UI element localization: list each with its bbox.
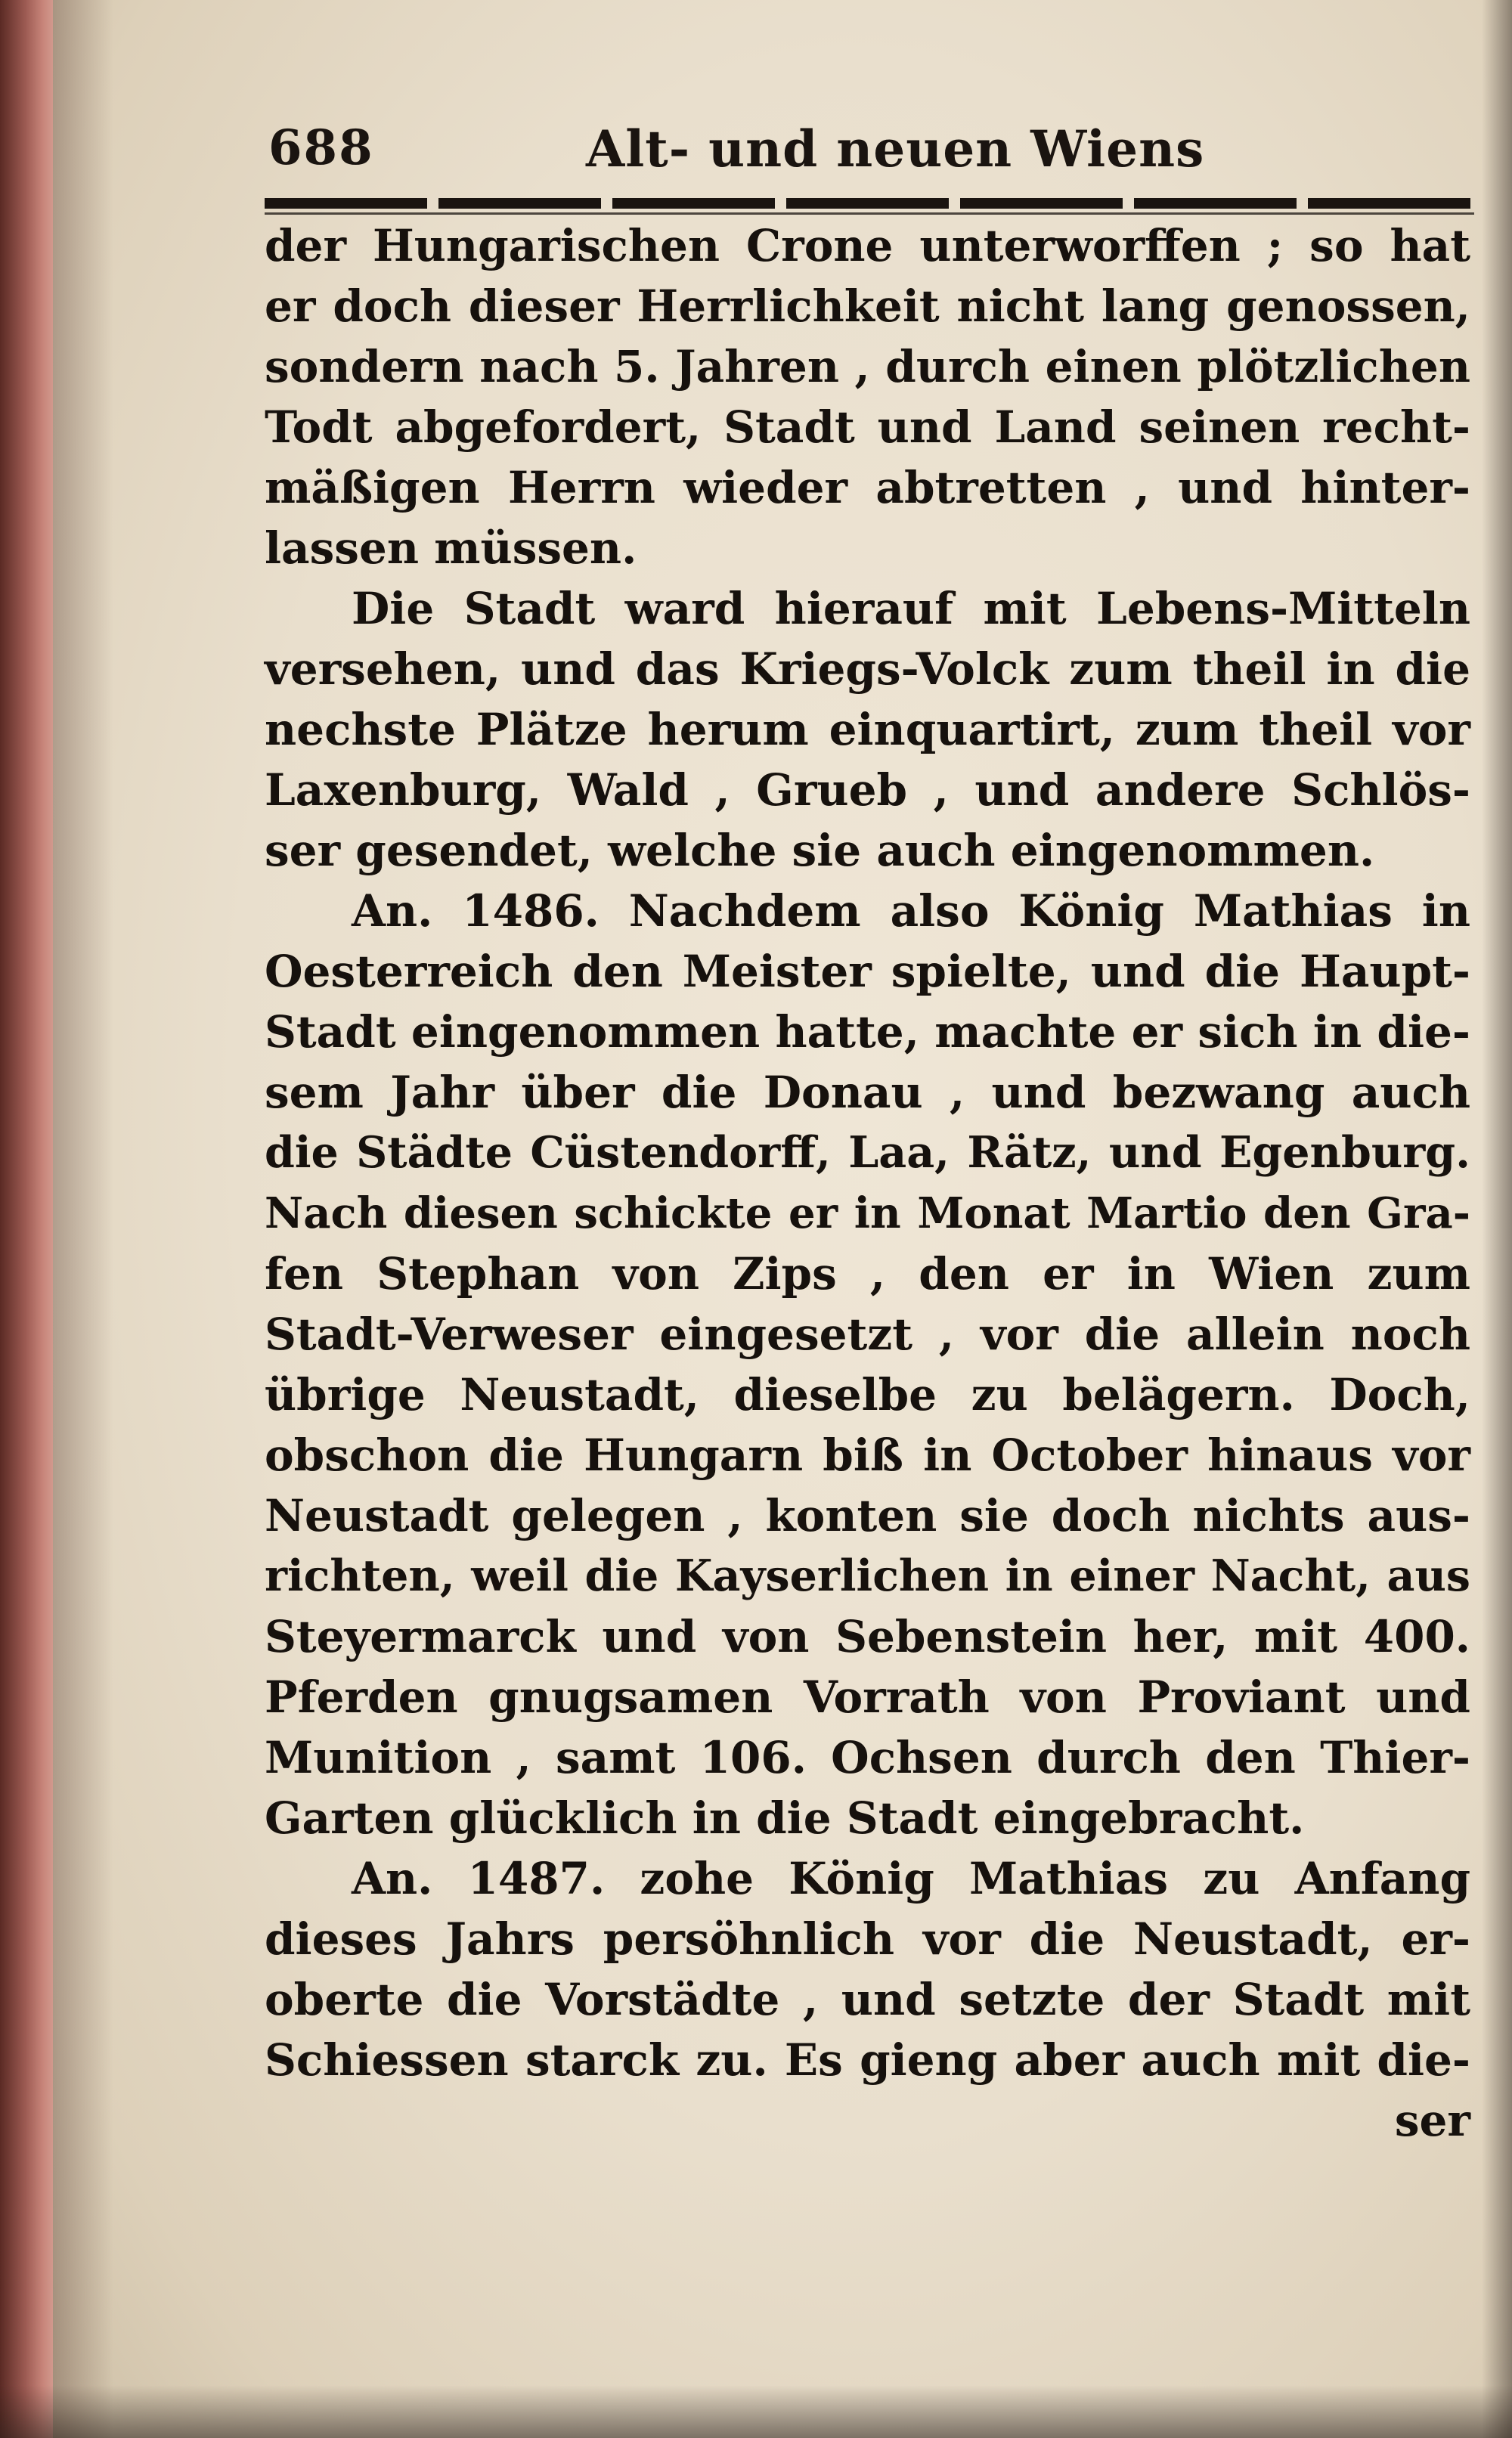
text-line: nechste Plätze herum einquartirt, zum theil vor [265, 704, 1470, 755]
text-line: Garten glücklich in die Stadt eingebracht. [265, 1792, 1305, 1844]
text-line: die Städte Cüstendorff, Laa, Rätz, und Egenburg. [265, 1127, 1470, 1178]
right-edge-shadow [1482, 0, 1512, 2438]
text-line: fen Stephan von Zips , den er in Wien zum [265, 1248, 1470, 1300]
text-line: Die Stadt ward hierauf mit Lebens-Mitteln [352, 583, 1470, 634]
text-line: lassen müssen. [265, 522, 637, 574]
header-rule [265, 198, 1474, 209]
bottom-edge-shadow [0, 2385, 1512, 2438]
text-line: richten, weil die Kayserlichen in einer Nacht, aus [265, 1550, 1470, 1601]
text-line: oberte die Vorstädte , und setzte der Stadt mit [265, 1974, 1470, 2025]
text-line: Oesterreich den Meister spielte, und die Haupt- [265, 946, 1470, 997]
text-line: Stadt-Verweser eingesetzt , vor die allein noch [265, 1309, 1470, 1360]
header-rule-thin [265, 212, 1474, 215]
text-line: Schiessen starck zu. Es gieng aber auch mit die- [265, 2034, 1470, 2086]
text-line: Steyermarck und von Sebenstein her, mit 400. [265, 1611, 1470, 1662]
text-line: der Hungarischen Crone unterworffen ; so hat [265, 220, 1470, 271]
text-line: An. 1486. Nachdem also König Mathias in [352, 885, 1470, 937]
text-line: Munition , samt 106. Ochsen durch den Thier- [265, 1732, 1470, 1783]
text-line: sondern nach 5. Jahren , durch einen plötzlichen [265, 341, 1470, 392]
text-line: übrige Neustadt, dieselbe zu belägern. Doch, [265, 1369, 1470, 1420]
page-number: 688 [268, 119, 374, 176]
text-line: ser [1394, 2095, 1470, 2146]
text-line: ser gesendet, welche sie auch eingenommen. [265, 825, 1375, 876]
text-line: Neustadt gelegen , konten sie doch nichts aus- [265, 1490, 1470, 1541]
body-text [265, 215, 1470, 2151]
text-line: er doch dieser Herrlichkeit nicht lang genossen, [265, 280, 1470, 332]
page-header [268, 119, 1463, 187]
gutter-shadow [53, 0, 113, 2438]
text-line: Todt abgefordert, Stadt und Land seinen recht- [265, 401, 1470, 453]
text-line: Pferden gnugsamen Vorrath von Proviant und [265, 1671, 1470, 1723]
text-line: dieses Jahrs persöhnlich vor die Neustadt, er- [265, 1913, 1470, 1965]
text-line: Laxenburg, Wald , Grueb , und andere Schlös- [265, 764, 1470, 816]
text-line: obschon die Hungarn biß in October hinaus vor [265, 1430, 1470, 1481]
running-title: Alt- und neuen Wiens [586, 119, 1205, 178]
text-line: An. 1487. zohe König Mathias zu Anfang [352, 1853, 1470, 1904]
text-line: Stadt eingenommen hatte, machte er sich in die- [265, 1006, 1470, 1058]
text-line: versehen, und das Kriegs-Volck zum theil in die [265, 643, 1470, 695]
text-line: Nach diesen schickte er in Monat Martio den Gra- [265, 1188, 1470, 1238]
text-line: mäßigen Herrn wieder abtretten , und hinter- [265, 462, 1470, 513]
text-line: sem Jahr über die Donau , und bezwang auch [265, 1067, 1470, 1118]
